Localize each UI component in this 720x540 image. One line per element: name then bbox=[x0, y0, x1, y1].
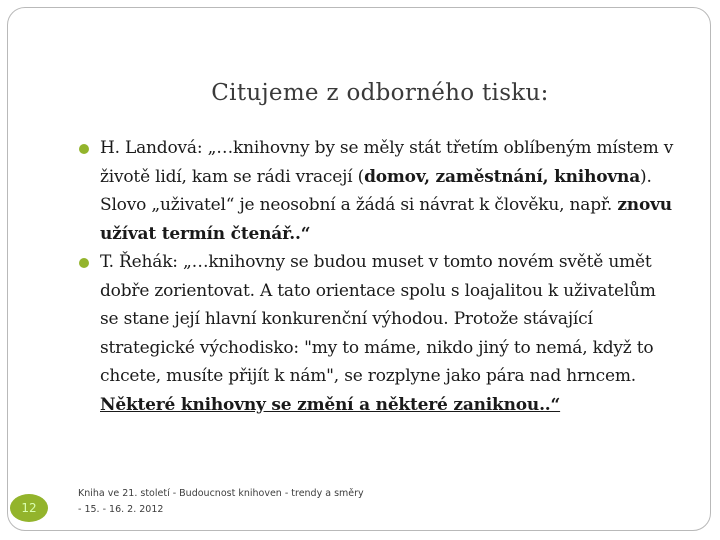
landova-text-bold-1: domov, zaměstnání, knihovna bbox=[364, 166, 641, 187]
bullet-icon bbox=[79, 258, 89, 268]
page-number-badge: 12 bbox=[10, 494, 48, 522]
slide-footer: Kniha ve 21. století - Budoucnost knihoven - trendy a směry - 15. - 16. 2. 2012 bbox=[78, 488, 364, 515]
slide-title: Citujeme z odborného tisku: bbox=[211, 80, 549, 106]
bullet-rehak bbox=[78, 248, 678, 419]
landova-text-1: H. Landová: „…knihovny by se měly stát třetím oblíbeným místem v životě lidí, kam se rádi vracejí ( bbox=[100, 138, 674, 187]
bullet-list bbox=[78, 134, 678, 419]
landova-text-bold-2: znovu užívat termín čtenář..“ bbox=[100, 195, 672, 244]
bullet-icon bbox=[79, 144, 89, 154]
landova-text-2: ). Slovo „uživatel“ je neosobní a žádá si návrat k člověku, např. bbox=[100, 166, 652, 215]
rehak-text-1: T. Řehák: „…knihovny se budou muset v tomto novém světě umět dobře zorientovat. A tato orientace spolu s loajalitou k uživatelům se stane její hlavní konkurenční výhodou. Protože stávající strategické východisko: "my to máme, nikdo jiný to nemá, když to chcete, musíte přijít k nám", se rozplyne jako pára nad hrncem. bbox=[100, 252, 656, 386]
rehak-text-bold-underline: Některé knihovny se změní a některé zaniknou..“ bbox=[100, 394, 561, 415]
bullet-landova bbox=[78, 134, 678, 248]
